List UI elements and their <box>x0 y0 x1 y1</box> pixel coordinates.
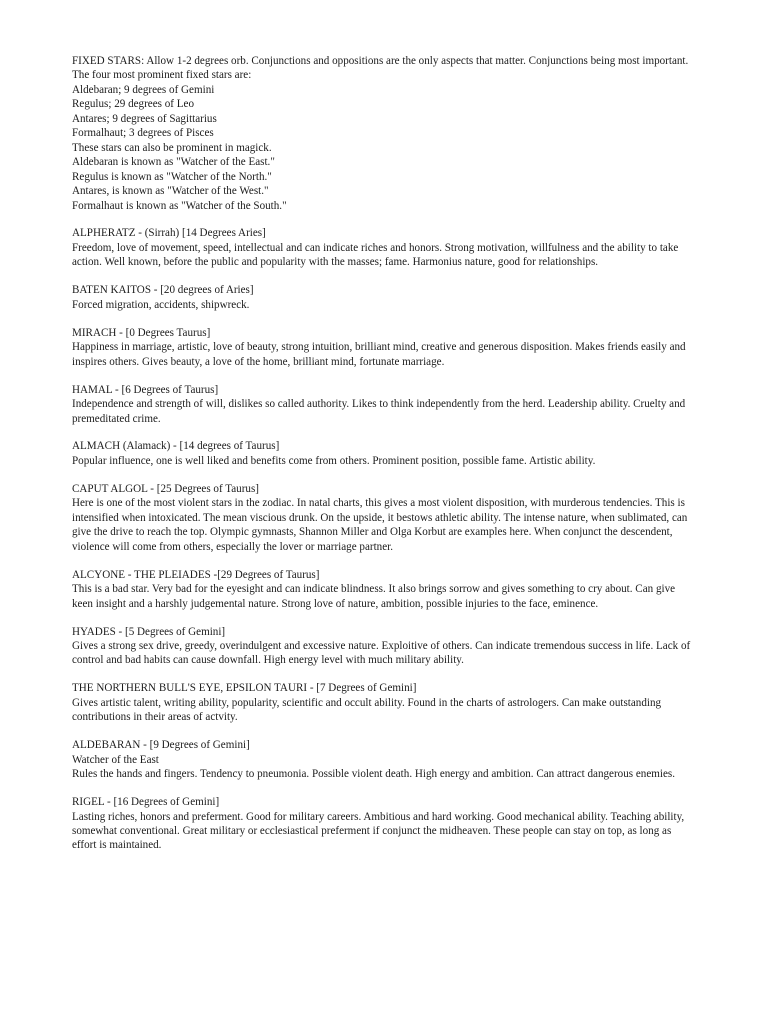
star-subtitle: Watcher of the East <box>72 753 159 766</box>
star-entry-alcyone <box>72 568 694 611</box>
document-page <box>72 54 694 866</box>
intro-line: Aldebaran is known as "Watcher of the East." <box>72 156 275 169</box>
star-heading: CAPUT ALGOL - [25 Degrees of Taurus] <box>72 482 259 495</box>
star-description: Popular influence, one is well liked and benefits come from others. Prominent position, possible fame. Artistic ability. <box>72 454 596 467</box>
star-description: This is a bad star. Very bad for the eyesight and can indicate blindness. It also brings sorrow and gives something to cry about. Can give keen insight and a harshly judgemental nature. Strong love of nature, ambition, possible injuries to the face, eminence. <box>72 583 676 610</box>
star-heading: ALCYONE - THE PLEIADES -[29 Degrees of Taurus] <box>72 568 320 581</box>
star-heading: ALMACH (Alamack) - [14 degrees of Taurus] <box>72 440 280 453</box>
intro-line: Regulus is known as "Watcher of the North." <box>72 170 272 183</box>
star-entry-northern-bulls-eye <box>72 681 694 724</box>
star-description: Independence and strength of will, dislikes so called authority. Likes to think independently from the herd. Leadership ability. Cruelty and premeditated crime. <box>72 398 686 425</box>
star-heading: THE NORTHERN BULL'S EYE, EPSILON TAURI - [7 Degrees of Gemini] <box>72 682 417 695</box>
star-entry-rigel <box>72 795 694 853</box>
star-heading: HAMAL - [6 Degrees of Taurus] <box>72 383 219 396</box>
star-heading: ALPHERATZ - (Sirrah) [14 Degrees Aries] <box>72 227 266 240</box>
intro-line: Antares; 9 degrees of Sagittarius <box>72 112 217 125</box>
star-description: Here is one of the most violent stars in the zodiac. In natal charts, this gives a most violent disposition, with murderous tendencies. This is intensified when intoxicated. The mean viscious drunk. On the upside, it bestows athletic ability. The intense nature, when sublimated, can give the drive to reach the top. Olympic gymnasts, Shannon Miller and Olga Korbut are examples here. When conjunct the descendent, violence will come from others, especially the lover or marriage partner. <box>72 497 688 553</box>
star-entry-alpheratz <box>72 226 694 269</box>
intro-line: Formalhaut; 3 degrees of Pisces <box>72 127 214 140</box>
star-description: Forced migration, accidents, shipwreck. <box>72 298 250 311</box>
intro-section <box>72 54 694 213</box>
star-description: Rules the hands and fingers. Tendency to pneumonia. Possible violent death. High energy and ambition. Can attract dangerous enemies. <box>72 768 675 781</box>
star-description: Freedom, love of movement, speed, intellectual and can indicate riches and honors. Strong motivation, willfulness and the ability to take action. Well known, before the public and popularity with the masses; fame. Harmonius nature, good for relationships. <box>72 241 679 269</box>
star-heading: RIGEL - [16 Degrees of Gemini] <box>72 796 220 809</box>
intro-line: FIXED STARS: Allow 1-2 degrees orb. Conjunctions and oppositions are the only aspects that matter. Conjunctions being most important. <box>72 55 689 67</box>
star-description: Gives artistic talent, writing ability, popularity, scientific and occult ability. Found in the charts of astrologers. Can make outstanding contributions in their areas of actvity. <box>72 696 662 724</box>
intro-line: Antares, is known as "Watcher of the West." <box>72 185 269 198</box>
star-heading: BATEN KAITOS - [20 degrees of Aries] <box>72 284 254 297</box>
intro-line: Aldebaran; 9 degrees of Gemini <box>72 83 215 96</box>
star-entry-baten-kaitos <box>72 283 694 312</box>
intro-line: Regulus; 29 degrees of Leo <box>72 98 194 111</box>
intro-line: The four most prominent fixed stars are: <box>72 69 252 82</box>
star-entry-caput-algol <box>72 482 694 554</box>
star-entry-aldebaran <box>72 738 694 781</box>
intro-line: Formalhaut is known as "Watcher of the South." <box>72 199 287 212</box>
intro-line: These stars can also be prominent in magick. <box>72 141 272 154</box>
star-description: Gives a strong sex drive, greedy, overindulgent and excessive nature. Exploitive of others. Can indicate tremendous success in life. Lack of control and bad habits can cause downfall. High energy level with much military ability. <box>72 639 691 667</box>
star-entry-mirach <box>72 326 694 369</box>
star-entry-hamal <box>72 383 694 426</box>
star-entry-hyades <box>72 625 694 668</box>
star-heading: ALDEBARAN - [9 Degrees of Gemini] <box>72 739 250 752</box>
star-description: Lasting riches, honors and preferment. Good for military careers. Ambitious and hard working. Good mechanical ability. Teaching ability, somewhat conventional. Great military or ecclesiastical preferment if conjunct the midheaven. These people can stay on top, as long as effort is maintained. <box>72 810 685 852</box>
star-heading: HYADES - [5 Degrees of Gemini] <box>72 625 226 638</box>
star-description: Happiness in marriage, artistic, love of beauty, strong intuition, brilliant mind, creative and generous disposition. Makes friends easily and inspires others. Gives beauty, a love of the home, brilliant mind, fortunate marriage. <box>72 341 686 368</box>
star-entry-almach <box>72 439 694 468</box>
star-heading: MIRACH - [0 Degrees Taurus] <box>72 326 211 339</box>
